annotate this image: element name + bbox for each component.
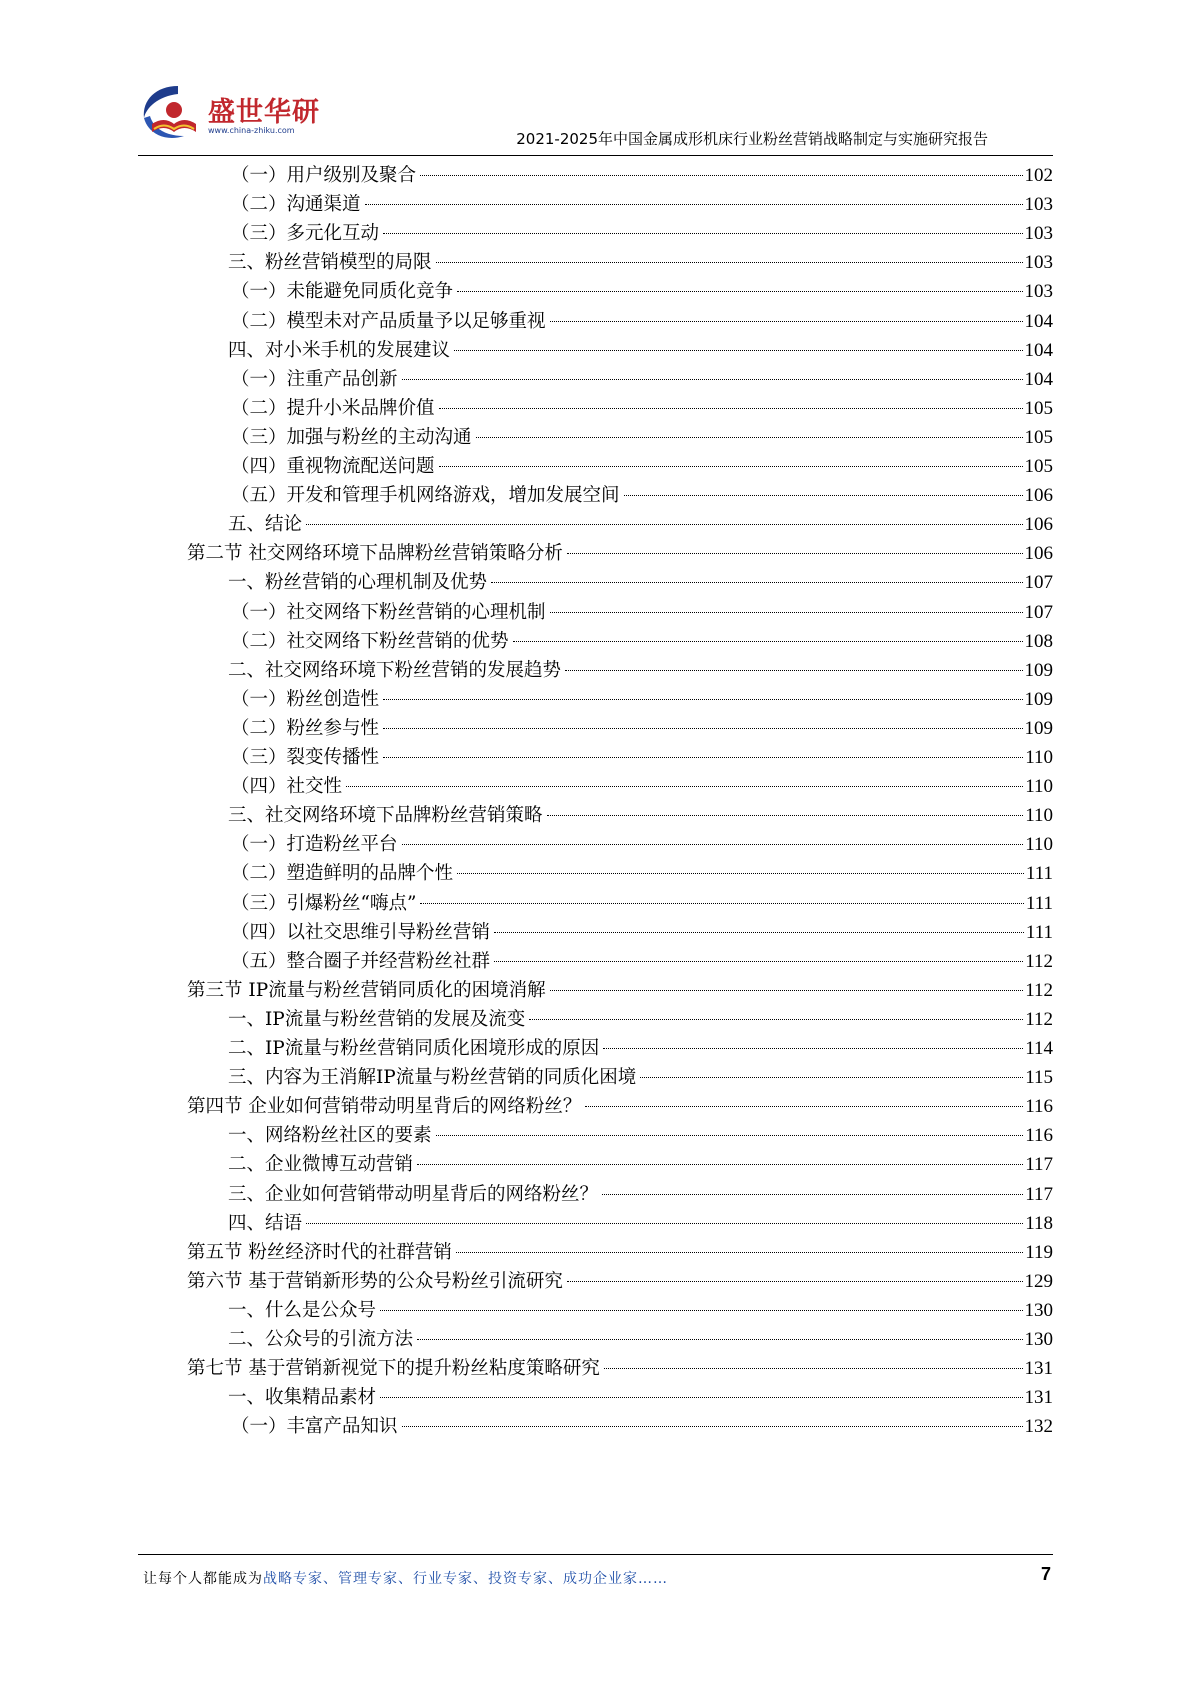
toc-entry-title: （二）塑造鲜明的品牌个性 [231,863,454,885]
toc-dot-leader [550,612,1023,613]
toc-entry-line [231,774,1053,800]
toc-dot-leader [306,524,1022,525]
toc-dot-leader [402,379,1023,380]
toc-dot-leader [436,1135,1024,1136]
toc-entry-page: 131 [1024,1358,1053,1380]
toc-entry-line [231,600,1053,626]
toc-entry-line [231,920,1053,946]
report-title: 2021-2025年中国金属成形机床行业粉丝营销战略制定与实施研究报告 [516,130,988,148]
toc-entry-page: 109 [1024,688,1053,710]
toc-entry-line [187,978,1053,1004]
toc-entry-page: 111 [1025,892,1053,914]
toc-entry-title: （四）重视物流配送问题 [231,456,435,477]
toc-dot-leader [420,175,1022,176]
toc-entry[interactable] [0,538,1191,569]
toc-entry-page: 102 [1024,165,1053,186]
toc-entry-title: （三）多元化互动 [231,223,380,245]
toc-entry-title: （一）社交网络下粉丝营销的心理机制 [231,601,546,623]
toc-dot-leader [457,873,1024,874]
page-number: 7 [1040,1564,1051,1584]
toc-entry-page: 111 [1025,863,1053,885]
toc-entry-line [228,1123,1053,1149]
toc-entry-page: 104 [1024,310,1053,332]
header-divider [138,155,1053,156]
toc-entry-title: 二、公众号的引流方法 [228,1329,414,1350]
toc-entry[interactable] [0,1120,1191,1151]
toc-entry[interactable] [0,742,1191,773]
toc-entry-line [228,658,1053,684]
toc-entry-line [231,891,1053,917]
logo-book-icon [138,82,206,146]
toc-entry-page: 108 [1024,630,1053,652]
toc-entry-page: 117 [1025,1154,1053,1176]
toc-entry-line [228,1211,1053,1237]
logo-url: www.china-zhiku.com [208,126,295,135]
toc-entry[interactable] [0,1353,1191,1384]
toc-entry[interactable] [0,800,1191,831]
page-header [0,0,1191,160]
toc-dot-leader [380,1310,1022,1311]
toc-entry-line [231,279,1053,305]
toc-entry[interactable] [0,975,1191,1006]
toc-entry-page: 103 [1024,281,1053,303]
toc-entry[interactable] [0,888,1191,919]
toc-dot-leader [417,1339,1022,1340]
toc-entry[interactable] [0,1062,1191,1093]
toc-dot-leader [602,1194,1023,1195]
toc-entry-title: （二）模型未对产品质量予以足够重视 [231,310,546,332]
toc-entry-line [187,541,1053,567]
toc-entry-line [187,1356,1053,1382]
toc-entry-line [228,1327,1053,1353]
toc-entry-page: 106 [1024,514,1053,536]
toc-entry[interactable] [0,247,1191,278]
toc-entry-page: 116 [1025,1125,1053,1147]
toc-dot-leader [494,932,1024,933]
toc-entry[interactable] [0,306,1191,337]
toc-entry-page: 117 [1025,1183,1053,1205]
toc-entry-title: （一）丰富产品知识 [231,1416,398,1438]
toc-dot-leader [346,786,1023,787]
toc-entry-title: 一、什么是公众号 [228,1299,377,1321]
toc-entry-page: 109 [1024,659,1053,681]
toc-entry[interactable] [0,946,1191,977]
toc-entry[interactable] [0,626,1191,657]
toc-entry[interactable] [0,1004,1191,1035]
toc-entry-page: 115 [1025,1067,1053,1089]
toc-entry-page: 112 [1025,1008,1053,1030]
toc-entry-title: 二、企业微博互动营销 [228,1154,414,1176]
toc-entry-title: （四）以社交思维引导粉丝营销 [231,921,491,943]
toc-entry-title: （五）开发和管理手机网络游戏，增加发展空间 [231,485,620,507]
toc-entry-line [228,803,1053,829]
toc-entry-line [187,1240,1053,1266]
toc-entry-title: 第三节 IP流量与粉丝营销同质化的困境消解 [187,979,546,1001]
toc-entry-line [231,163,1053,189]
toc-entry-line [231,1414,1053,1440]
toc-dot-leader [550,321,1023,322]
toc-entry-page: 131 [1024,1387,1053,1409]
toc-entry-title: 二、IP流量与粉丝营销同质化困境形成的原因 [228,1038,600,1059]
toc-dot-leader [402,844,1024,845]
footer-slogan [143,1568,668,1588]
toc-dot-leader [494,961,1023,962]
toc-entry[interactable] [0,335,1191,366]
toc-entry-page: 110 [1025,805,1053,827]
toc-entry[interactable] [0,1324,1191,1355]
toc-entry-line [228,250,1053,276]
toc-entry-page: 103 [1024,252,1053,274]
toc-entry[interactable] [0,218,1191,249]
toc-entry-title: （一）用户级别及聚合 [231,165,417,186]
toc-entry-line [228,1152,1053,1178]
toc-entry-page: 105 [1024,426,1053,448]
toc-entry-line [228,1007,1053,1033]
toc-dot-leader [380,1397,1022,1398]
toc-entry-page: 112 [1025,979,1053,1001]
toc-entry-title: 三、社交网络环境下品牌粉丝营销策略 [228,805,543,827]
toc-entry-page: 106 [1024,543,1053,565]
toc-entry-line [231,832,1053,858]
toc-entry[interactable] [0,655,1191,686]
toc-entry-page: 112 [1025,950,1053,972]
toc-dot-leader [383,757,1023,758]
toc-entry[interactable] [0,567,1191,598]
toc-entry-line [231,309,1053,335]
toc-entry-title: （二）沟通渠道 [231,194,361,216]
toc-dot-leader [603,1048,1023,1049]
toc-dot-leader [439,466,1023,467]
toc-entry-page: 104 [1024,339,1053,361]
toc-entry[interactable] [0,1033,1191,1064]
toc-entry-line [231,861,1053,887]
toc-entry-page: 118 [1025,1212,1053,1234]
toc-entry[interactable] [0,597,1191,628]
toc-entry-page: 119 [1025,1241,1053,1263]
toc-dot-leader [417,1164,1023,1165]
toc-dot-leader [383,728,1022,729]
toc-entry-line [231,629,1053,655]
toc-entry[interactable] [0,1237,1191,1268]
toc-entry-title: 四、结语 [228,1212,303,1234]
toc-entry-line [231,716,1053,742]
toc-entry-title: 一、网络粉丝社区的要素 [228,1125,432,1147]
toc-entry-line [231,367,1053,393]
toc-entry-page: 109 [1024,717,1053,739]
toc-entry-title: 第七节 基于营销新视觉下的提升粉丝粘度策略研究 [187,1358,600,1380]
toc-dot-leader [402,1426,1023,1427]
toc-entry-title: 第四节 企业如何营销带动明星背后的网络粉丝？ [187,1096,582,1118]
toc-dot-leader [306,1223,1023,1224]
toc-entry[interactable] [0,1411,1191,1442]
toc-entry[interactable] [0,713,1191,744]
toc-entry-title: 一、收集精品素材 [228,1387,377,1409]
footer-slogan-prefix: 让每个人都能成为 [143,1571,263,1587]
toc-entry[interactable] [0,480,1191,511]
toc-entry[interactable] [0,276,1191,307]
toc-entry-line [228,1065,1053,1091]
footer-divider [138,1554,1053,1555]
toc-entry[interactable] [0,422,1191,453]
toc-entry[interactable] [0,858,1191,889]
toc-entry-page: 103 [1024,223,1053,245]
toc-entry[interactable] [0,1179,1191,1210]
toc-dot-leader [456,1252,1023,1253]
toc-entry-line [231,425,1053,451]
toc-entry-line [187,1269,1053,1295]
toc-entry-title: （一）打造粉丝平台 [231,834,398,856]
toc-entry[interactable] [0,364,1191,395]
toc-dot-leader [624,495,1023,496]
toc-entry-title: 第六节 基于营销新形势的公众号粉丝引流研究 [187,1270,563,1292]
toc-dot-leader [567,1281,1023,1282]
toc-entry-page: 103 [1024,194,1053,216]
toc-entry-page: 130 [1024,1299,1053,1321]
toc-dot-leader [454,350,1022,351]
toc-entry-title: 二、社交网络环境下粉丝营销的发展趋势 [228,659,562,681]
toc-dot-leader [420,903,1023,904]
toc-entry[interactable] [0,393,1191,424]
toc-entry-line [231,192,1053,218]
toc-entry-title: （三）加强与粉丝的主动沟通 [231,426,472,448]
toc-entry[interactable] [0,451,1191,482]
toc-entry[interactable] [0,189,1191,220]
toc-entry[interactable] [0,1091,1191,1122]
toc-entry-page: 107 [1024,572,1053,594]
toc-entry-title: 第五节 粉丝经济时代的社群营销 [187,1241,452,1263]
toc-entry-title: （二）粉丝参与性 [231,717,380,739]
toc-entry-page: 106 [1024,485,1053,507]
toc-entry-line [228,570,1053,596]
toc-entry-page: 132 [1024,1416,1053,1438]
toc-dot-leader [547,815,1024,816]
toc-dot-leader [383,233,1022,234]
toc-entry-page: 105 [1024,397,1053,419]
toc-dot-leader [457,291,1022,292]
toc-entry-title: 四、对小米手机的发展建议 [228,339,451,361]
toc-entry-title: 第二节 社交网络环境下品牌粉丝营销策略分析 [187,543,563,565]
toc-entry-title: （一）注重产品创新 [231,368,398,390]
logo-name: 盛世华研 [208,97,320,128]
toc-entry-title: 三、内容为王消解IP流量与粉丝营销的同质化困境 [228,1067,637,1089]
toc-dot-leader [640,1077,1023,1078]
toc-entry-line [228,512,1053,538]
toc-entry[interactable] [0,684,1191,715]
toc-entry-line [228,338,1053,364]
toc-entry-title: （二）社交网络下粉丝营销的优势 [231,630,509,652]
toc-entry-page: 110 [1025,747,1053,768]
toc-entry-title: （一）未能避免同质化竞争 [231,281,454,303]
toc-entry-line [231,396,1053,422]
toc-entry-title: 五、结论 [228,514,303,536]
toc-dot-leader [513,641,1023,642]
footer-slogan-highlight: 战略专家、管理专家、行业专家、投资专家、成功企业家…… [263,1571,668,1587]
toc-entry[interactable] [0,160,1191,191]
toc-dot-leader [567,553,1023,554]
toc-entry-line [228,1298,1053,1324]
toc-entry[interactable] [0,917,1191,948]
toc-dot-leader [529,1019,1023,1020]
toc-entry[interactable] [0,1382,1191,1413]
toc-entry-title: （三）引爆粉丝“嗨点” [231,892,417,914]
toc-entry-title: （二）提升小米品牌价值 [231,397,435,419]
toc-dot-leader [585,1106,1023,1107]
toc-dot-leader [491,582,1022,583]
toc-dot-leader [565,670,1022,671]
toc-entry-page: 116 [1025,1096,1053,1118]
toc-entry-title: 三、企业如何营销带动明星背后的网络粉丝？ [228,1183,599,1205]
toc-entry-page: 104 [1024,368,1053,390]
toc-entry-title: （三）裂变传播性 [231,747,380,768]
toc-entry-line [228,1385,1053,1411]
toc-dot-leader [383,699,1022,700]
toc-dot-leader [439,408,1023,409]
toc-entry-title: 三、粉丝营销模型的局限 [228,252,432,274]
toc-dot-leader [550,990,1024,991]
toc-entry-line [231,221,1053,247]
toc-entry-line [231,949,1053,975]
toc-dot-leader [604,1368,1023,1369]
toc-entry-line [231,745,1053,771]
toc-entry-title: （一）粉丝创造性 [231,688,380,710]
toc-entry-page: 130 [1024,1329,1053,1350]
toc-entry-line [187,1094,1053,1120]
toc-entry-line [231,483,1053,509]
toc-entry[interactable] [0,829,1191,860]
toc-entry-title: （五）整合圈子并经营粉丝社群 [231,950,491,972]
toc-dot-leader [476,437,1023,438]
toc-dot-leader [436,262,1023,263]
toc-entry-page: 114 [1025,1038,1053,1059]
toc-entry[interactable] [0,771,1191,802]
toc-entry-page: 110 [1025,834,1053,856]
toc-entry-title: 一、粉丝营销的心理机制及优势 [228,572,488,594]
toc-entry[interactable] [0,1208,1191,1239]
toc-entry-title: （四）社交性 [231,776,343,798]
toc-dot-leader [365,204,1023,205]
toc-entry-page: 111 [1025,921,1053,943]
toc-entry-page: 105 [1024,456,1053,477]
toc-entry-line [231,687,1053,713]
toc-entry-page: 110 [1025,776,1053,798]
toc-entry[interactable] [0,1266,1191,1297]
toc-entry[interactable] [0,1295,1191,1326]
toc-entry-line [228,1182,1053,1208]
toc-entry-line [228,1036,1053,1062]
company-logo [138,82,318,146]
toc-entry-title: 一、IP流量与粉丝营销的发展及流变 [228,1008,526,1030]
toc-entry[interactable] [0,509,1191,540]
toc-entry-page: 107 [1024,601,1053,623]
toc-entry-line [231,454,1053,480]
toc-entry[interactable] [0,1149,1191,1180]
toc-entry-page: 129 [1024,1270,1053,1292]
